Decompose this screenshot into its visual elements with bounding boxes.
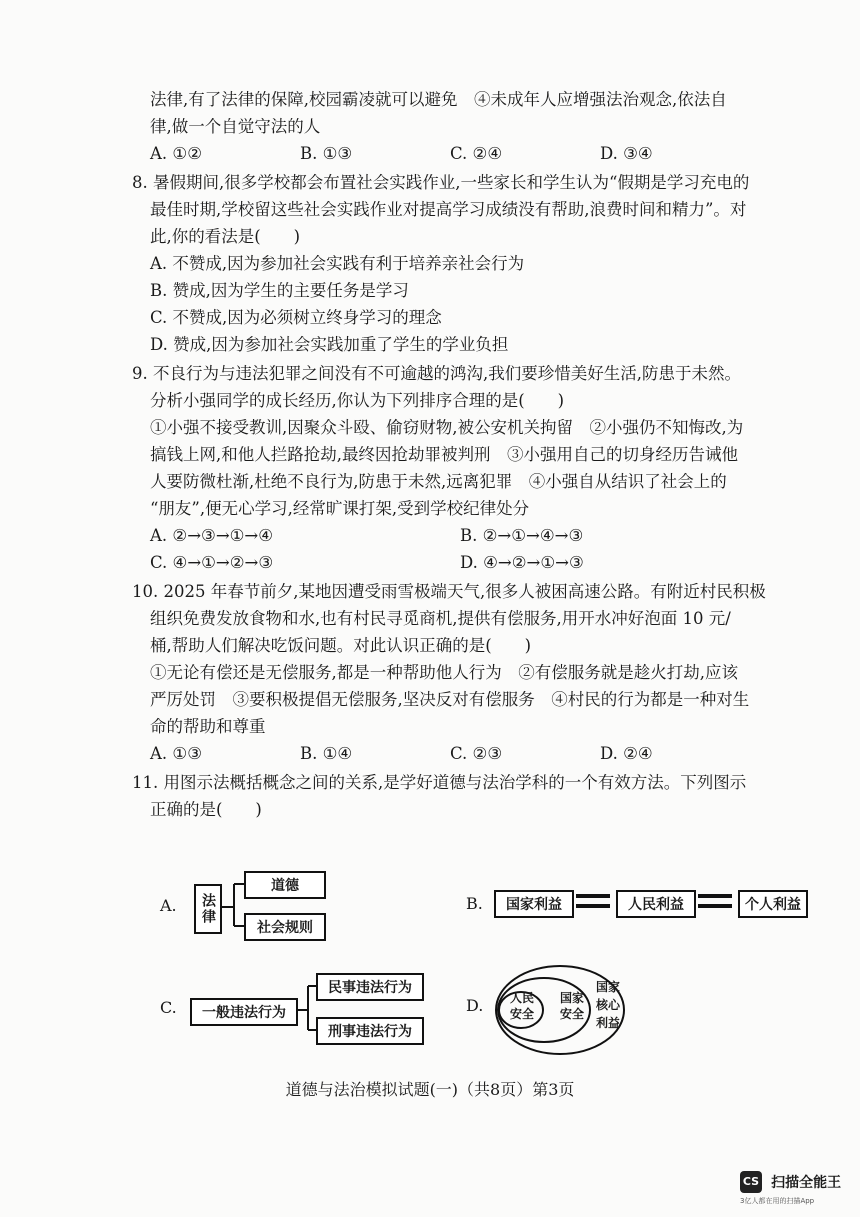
diagram-b-box-3	[738, 890, 808, 918]
q7-option-c: C. ②④	[450, 144, 503, 163]
q9-option-a: A. ②→③→①→④	[150, 526, 274, 545]
q9-option-d: D. ④→②→①→③	[460, 553, 584, 572]
question-7-tail	[150, 86, 790, 167]
q10-option-b: B. ①④	[300, 744, 353, 763]
q7-option-b: B. ①③	[300, 144, 353, 163]
q8-option-c: C. 不赞成,因为必须树立终身学习的理念	[150, 308, 442, 327]
diagram-a-main-label: 法律	[200, 893, 216, 925]
q9-line-4: 搞钱上网,和他人拦路抢劫,最终因抢劫罪被判刑 ③小强用自己的切身经历告诫他	[150, 445, 738, 464]
q11-line-2: 正确的是( )	[150, 800, 262, 819]
question-11	[132, 769, 790, 823]
q10-option-a: A. ①③	[150, 744, 202, 763]
q8-line-2: 最佳时期,学校留这些社会实践作业对提高学习成绩没有帮助,浪费时间和精力”。对	[150, 200, 747, 219]
diagram-a-letter: A.	[160, 896, 177, 915]
scanner-tagline: 3亿人都在用的扫描App	[740, 1197, 815, 1205]
question-9	[132, 360, 790, 576]
question-8	[132, 169, 790, 358]
diagram-b-label-2: 人民利益	[628, 897, 684, 913]
diagram-b-letter: B.	[466, 894, 483, 913]
q7-line-1: 法律,有了法律的保障,校园霸凌就可以避免 ④未成年人应增强法治观念,依法自	[150, 90, 727, 109]
diagram-c-main-label: 一般违法行为	[202, 1005, 286, 1021]
diagram-c-letter: C.	[160, 998, 177, 1017]
diagram-d-inner-label: 人民安全	[509, 991, 534, 1021]
q7-option-a: A. ①②	[150, 144, 202, 163]
diagram-d-middle-label: 国家安全	[559, 991, 584, 1021]
scanner-watermark	[740, 1171, 842, 1205]
diagram-b	[466, 886, 806, 922]
question-10	[132, 578, 790, 767]
q9-line-5: 人要防微杜渐,杜绝不良行为,防患于未然,远离犯罪 ④小强自从结识了社会上的	[150, 472, 727, 491]
diagram-d-letter: D.	[466, 996, 484, 1015]
q9-options-row-1	[150, 522, 790, 549]
scanner-app-name: 扫描全能王	[771, 1175, 842, 1191]
diagram-b-label-1: 国家利益	[506, 897, 562, 913]
diagram-c-top-box	[316, 973, 424, 1001]
diagram-d	[466, 962, 636, 1058]
diagram-a-top-box	[244, 871, 326, 899]
q8-line-3: 此,你的看法是( )	[150, 227, 301, 246]
diagram-c	[160, 970, 440, 1050]
q10-option-c: C. ②③	[450, 744, 503, 763]
q7-option-d: D. ③④	[600, 144, 653, 163]
scanner-logo-icon: CS	[740, 1171, 762, 1193]
diagram-c-bottom-label: 刑事违法行为	[328, 1024, 412, 1040]
diagram-b-box-1	[494, 890, 574, 918]
q10-line-1: 10. 2025 年春节前夕,某地因遭受雨雪极端天气,很多人被困高速公路。有附近村民积极	[132, 582, 766, 601]
q9-option-b: B. ②→①→④→③	[460, 526, 584, 545]
diagram-c-bottom-box	[316, 1017, 424, 1045]
diagram-a-top-label: 道德	[271, 878, 299, 894]
q9-line-1: 9. 不良行为与违法犯罪之间没有不可逾越的鸿沟,我们要珍惜美好生活,防患于未然。	[132, 364, 741, 383]
q11-line-1: 11. 用图示法概括概念之间的关系,是学好道德与法治学科的一个有效方法。下列图示	[132, 773, 747, 792]
page-footer: 道德与法治模拟试题(一)（共8页）第3页	[285, 1080, 575, 1099]
q9-line-2: 分析小强同学的成长经历,你认为下列排序合理的是( )	[150, 391, 565, 410]
q8-option-d: D. 赞成,因为参加社会实践加重了学生的学业负担	[150, 335, 509, 354]
q10-line-2: 组织免费发放食物和水,也有村民寻觅商机,提供有偿服务,用开水冲好泡面 10 元/	[150, 609, 731, 628]
q8-option-a: A. 不赞成,因为参加社会实践有利于培养亲社会行为	[150, 254, 525, 273]
q8-option-b: B. 赞成,因为学生的主要任务是学习	[150, 281, 409, 300]
q9-line-3: ①小强不接受教训,因聚众斗殴、偷窃财物,被公安机关拘留 ②小强仍不知悔改,为	[150, 418, 744, 437]
diagram-b-label-3: 个人利益	[745, 897, 801, 913]
questions-area	[132, 86, 790, 823]
q10-line-3: 桶,帮助人们解决吃饭问题。对此认识正确的是( )	[150, 636, 532, 655]
q9-options-row-2	[150, 549, 790, 576]
q9-line-6: “朋友”,便无心学习,经常旷课打架,受到学校纪律处分	[150, 499, 530, 518]
q10-options	[150, 740, 790, 767]
diagram-a-bottom-box	[244, 913, 326, 941]
diagram-a	[160, 868, 460, 948]
diagram-a-bottom-label: 社会规则	[257, 920, 313, 936]
diagram-b-box-2	[616, 890, 696, 918]
q7-options	[150, 140, 790, 167]
diagram-c-top-label: 民事违法行为	[328, 980, 412, 996]
q7-line-2: 律,做一个自觉守法的人	[150, 117, 321, 136]
q8-line-1: 8. 暑假期间,很多学校都会布置社会实践作业,一些家长和学生认为“假期是学习充电的	[132, 173, 750, 192]
q10-line-4: ①无论有偿还是无偿服务,都是一种帮助他人行为 ②有偿服务就是趁火打劫,应该	[150, 663, 738, 682]
q10-line-5: 严厉处罚 ③要积极提倡无偿服务,坚决反对有偿服务 ④村民的行为都是一种对生	[150, 690, 750, 709]
q10-line-6: 命的帮助和尊重	[150, 717, 266, 736]
q10-option-d: D. ②④	[600, 744, 653, 763]
diagram-d-outer-label: 国家核心利益	[595, 980, 620, 1030]
q9-option-c: C. ④→①→②→③	[150, 553, 274, 572]
